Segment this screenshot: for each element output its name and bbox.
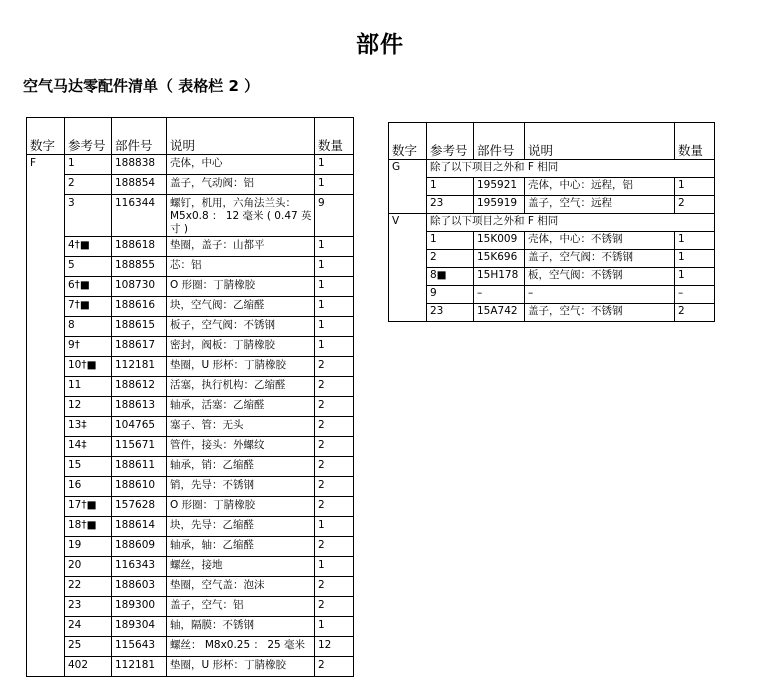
cell-ref: 3: [65, 195, 112, 237]
cell-ref: 12: [65, 397, 112, 417]
cell-part: 115671: [112, 437, 167, 457]
cell-group: [27, 175, 65, 195]
table-row: [27, 277, 354, 297]
cell-desc: 螺丝： M8x0.25 ： 25 毫米: [167, 637, 315, 657]
cell-ref: 20: [65, 557, 112, 577]
cell-ref: 24: [65, 617, 112, 637]
cell-group: [27, 277, 65, 297]
cell-desc: O 形圈：丁腈橡胶: [167, 277, 315, 297]
cell-ref: 6†■: [65, 277, 112, 297]
page-title: 部件: [356, 32, 404, 58]
table-row: [27, 357, 354, 377]
table-row: [27, 537, 354, 557]
cell-ref: 1: [427, 178, 474, 196]
cell-group: F: [27, 155, 65, 175]
cell-group: [27, 257, 65, 277]
cell-group: [27, 195, 65, 237]
cell-desc: 垫圈，U 形杯：丁腈橡胶: [167, 357, 315, 377]
cell-part: 188613: [112, 397, 167, 417]
cell-group: [27, 377, 65, 397]
cell-group: G: [389, 160, 427, 178]
cell-group: [27, 417, 65, 437]
table-row: [27, 617, 354, 637]
cell-ref: 9: [427, 286, 474, 304]
cell-ref: 15: [65, 457, 112, 477]
table-row: [27, 195, 354, 237]
cell-group: [27, 297, 65, 317]
cell-qty: 1: [315, 517, 354, 537]
cell-part: 195921: [474, 178, 525, 196]
header-number: 数字: [27, 118, 65, 155]
header-ref: 参考号: [427, 123, 474, 160]
table-row: [27, 657, 354, 677]
cell-ref: 17†■: [65, 497, 112, 517]
cell-desc: 壳体，中心：远程，铝: [525, 178, 675, 196]
cell-ref: 25: [65, 637, 112, 657]
cell-group: [27, 517, 65, 537]
cell-qty: 1: [675, 232, 715, 250]
table-row: [27, 557, 354, 577]
cell-group: [27, 437, 65, 457]
cell-part: 188617: [112, 337, 167, 357]
cell-qty: 1: [315, 237, 354, 257]
cell-part: 188616: [112, 297, 167, 317]
cell-part: 188603: [112, 577, 167, 597]
table-row: [27, 337, 354, 357]
table-row: [27, 237, 354, 257]
cell-qty: 1: [315, 297, 354, 317]
table-row: [27, 577, 354, 597]
cell-group: [389, 250, 427, 268]
cell-desc: –: [525, 286, 675, 304]
header-ref: 参考号: [65, 118, 112, 155]
cell-desc: 盖子，空气：远程: [525, 196, 675, 214]
cell-part: 15H178: [474, 268, 525, 286]
cell-group: [27, 637, 65, 657]
cell-qty: 2: [315, 477, 354, 497]
table-subtitle: 空气马达零配件清单（ 表格栏 2 ）: [23, 77, 260, 95]
cell-part: 157628: [112, 497, 167, 517]
cell-qty: 2: [315, 377, 354, 397]
table-row: [389, 178, 715, 196]
table-row: [27, 397, 354, 417]
cell-ref: 14‡: [65, 437, 112, 457]
cell-part: 115643: [112, 637, 167, 657]
cell-qty: 1: [675, 178, 715, 196]
cell-desc: O 形圈：丁腈橡胶: [167, 497, 315, 517]
table-row: [389, 286, 715, 304]
group-note-row: [389, 214, 715, 232]
cell-ref: 7†■: [65, 297, 112, 317]
cell-part: 188612: [112, 377, 167, 397]
cell-ref: 2: [427, 250, 474, 268]
cell-qty: 1: [315, 155, 354, 175]
cell-desc: 板子，空气阀：不锈钢: [167, 317, 315, 337]
cell-qty: 2: [315, 457, 354, 477]
cell-desc: 壳体，中心：不锈钢: [525, 232, 675, 250]
cell-part: 195919: [474, 196, 525, 214]
table-row: [27, 457, 354, 477]
cell-qty: 2: [315, 357, 354, 377]
cell-desc: 壳体，中心: [167, 155, 315, 175]
table-row: [27, 417, 354, 437]
cell-part: 15K009: [474, 232, 525, 250]
cell-group: [27, 337, 65, 357]
cell-part: 188614: [112, 517, 167, 537]
cell-desc: 活塞，执行机构：乙缩醛: [167, 377, 315, 397]
table-header-row: [27, 118, 354, 155]
cell-qty: 2: [315, 577, 354, 597]
table-row: [27, 477, 354, 497]
cell-desc: 螺钉，机用，六角法兰头： M5x0.8 ： 12 毫米 ( 0.47 英寸 ): [167, 195, 315, 237]
table-row: [389, 304, 715, 322]
cell-group: [389, 196, 427, 214]
cell-ref: 23: [427, 304, 474, 322]
cell-part: 108730: [112, 277, 167, 297]
cell-qty: 2: [315, 497, 354, 517]
table-row: [27, 155, 354, 175]
cell-qty: 2: [315, 417, 354, 437]
table-row: [389, 232, 715, 250]
group-note-row: [389, 160, 715, 178]
cell-desc: 销，先导：不锈钢: [167, 477, 315, 497]
cell-group: [389, 286, 427, 304]
cell-qty: 1: [675, 268, 715, 286]
cell-desc: 螺丝，接地: [167, 557, 315, 577]
table-row: [27, 497, 354, 517]
cell-part: 188611: [112, 457, 167, 477]
table-row: [27, 377, 354, 397]
cell-ref: 9†: [65, 337, 112, 357]
cell-group: [389, 178, 427, 196]
cell-group: [27, 357, 65, 377]
cell-ref: 5: [65, 257, 112, 277]
cell-part: 116344: [112, 195, 167, 237]
header-part: 部件号: [112, 118, 167, 155]
cell-group: [389, 232, 427, 250]
cell-group-note: 除了以下项目之外和 F 相同: [427, 160, 715, 178]
cell-group: V: [389, 214, 427, 232]
cell-group: [27, 317, 65, 337]
cell-qty: 1: [315, 337, 354, 357]
cell-desc: 轴承，轴：乙缩醛: [167, 537, 315, 557]
cell-part: 189304: [112, 617, 167, 637]
cell-desc: 轴承，活塞：乙缩醛: [167, 397, 315, 417]
cell-qty: 1: [315, 617, 354, 637]
cell-ref: 1: [427, 232, 474, 250]
cell-ref: 16: [65, 477, 112, 497]
variants-table-body: [389, 160, 715, 322]
cell-ref: 23: [427, 196, 474, 214]
cell-group: [27, 557, 65, 577]
cell-part: 189300: [112, 597, 167, 617]
cell-desc: 垫圈，盖子：山都平: [167, 237, 315, 257]
cell-qty: 1: [675, 250, 715, 268]
cell-ref: 8■: [427, 268, 474, 286]
cell-part: 104765: [112, 417, 167, 437]
table-row: [27, 597, 354, 617]
cell-part: 116343: [112, 557, 167, 577]
cell-group: [27, 397, 65, 417]
cell-group: [27, 237, 65, 257]
cell-qty: 2: [315, 437, 354, 457]
cell-ref: 2: [65, 175, 112, 195]
table-row: [27, 317, 354, 337]
cell-qty: 2: [315, 597, 354, 617]
cell-qty: 1: [315, 277, 354, 297]
cell-part: 188855: [112, 257, 167, 277]
cell-ref: 22: [65, 577, 112, 597]
table-row: [389, 196, 715, 214]
cell-desc: 盖子，空气阀：不锈钢: [525, 250, 675, 268]
cell-desc: 盖子，空气：铝: [167, 597, 315, 617]
header-desc: 说明: [167, 118, 315, 155]
cell-ref: 1: [65, 155, 112, 175]
cell-group: [27, 497, 65, 517]
cell-group: [389, 304, 427, 322]
cell-group: [27, 477, 65, 497]
cell-part: 188854: [112, 175, 167, 195]
cell-desc: 盖子，空气：不锈钢: [525, 304, 675, 322]
cell-part: 188615: [112, 317, 167, 337]
table-row: [27, 175, 354, 195]
cell-qty: –: [675, 286, 715, 304]
cell-group: [27, 657, 65, 677]
cell-qty: 12: [315, 637, 354, 657]
parts-table-main: [26, 117, 354, 677]
cell-desc: 垫圈，U 形杯：丁腈橡胶: [167, 657, 315, 677]
header-number: 数字: [389, 123, 427, 160]
table-row: [27, 517, 354, 537]
cell-qty: 2: [315, 397, 354, 417]
cell-part: 188618: [112, 237, 167, 257]
header-desc: 说明: [525, 123, 675, 160]
cell-group: [27, 457, 65, 477]
cell-qty: 1: [315, 317, 354, 337]
table-row: [27, 437, 354, 457]
cell-group: [27, 577, 65, 597]
cell-ref: 402: [65, 657, 112, 677]
cell-ref: 11: [65, 377, 112, 397]
parts-table-variants: [388, 122, 715, 322]
cell-part: 112181: [112, 357, 167, 377]
cell-part: –: [474, 286, 525, 304]
cell-group: [27, 617, 65, 637]
cell-group-note: 除了以下项目之外和 F 相同: [427, 214, 715, 232]
cell-ref: 23: [65, 597, 112, 617]
cell-part: 15K696: [474, 250, 525, 268]
cell-group: [27, 597, 65, 617]
cell-desc: 密封，阀板：丁腈橡胶: [167, 337, 315, 357]
table-header-row: [389, 123, 715, 160]
cell-part: 188610: [112, 477, 167, 497]
cell-group: [389, 268, 427, 286]
cell-qty: 1: [315, 257, 354, 277]
cell-ref: 10†■: [65, 357, 112, 377]
parts-table-body: [27, 155, 354, 677]
cell-desc: 芯：铝: [167, 257, 315, 277]
cell-qty: 2: [675, 304, 715, 322]
cell-desc: 管件，接头：外螺纹: [167, 437, 315, 457]
table-row: [27, 637, 354, 657]
table-row: [389, 268, 715, 286]
cell-desc: 块，先导：乙缩醛: [167, 517, 315, 537]
cell-part: 188838: [112, 155, 167, 175]
table-row: [27, 257, 354, 277]
cell-desc: 垫圈，空气盖：泡沫: [167, 577, 315, 597]
cell-part: 112181: [112, 657, 167, 677]
cell-qty: 2: [315, 657, 354, 677]
cell-part: 15A742: [474, 304, 525, 322]
cell-ref: 19: [65, 537, 112, 557]
cell-qty: 1: [315, 557, 354, 577]
cell-desc: 板，空气阀：不锈钢: [525, 268, 675, 286]
cell-ref: 4†■: [65, 237, 112, 257]
table-row: [389, 250, 715, 268]
cell-group: [27, 537, 65, 557]
table-row: [27, 297, 354, 317]
cell-qty: 2: [675, 196, 715, 214]
header-qty: 数量: [315, 118, 354, 155]
cell-ref: 13‡: [65, 417, 112, 437]
cell-qty: 1: [315, 175, 354, 195]
cell-ref: 18†■: [65, 517, 112, 537]
cell-qty: 9: [315, 195, 354, 237]
header-qty: 数量: [675, 123, 715, 160]
cell-qty: 2: [315, 537, 354, 557]
cell-desc: 轴，隔膜：不锈钢: [167, 617, 315, 637]
cell-desc: 塞子、管：无头: [167, 417, 315, 437]
cell-part: 188609: [112, 537, 167, 557]
cell-desc: 块，空气阀：乙缩醛: [167, 297, 315, 317]
cell-desc: 盖子，气动阀：铝: [167, 175, 315, 195]
cell-desc: 轴承，销：乙缩醛: [167, 457, 315, 477]
cell-ref: 8: [65, 317, 112, 337]
header-part: 部件号: [474, 123, 525, 160]
